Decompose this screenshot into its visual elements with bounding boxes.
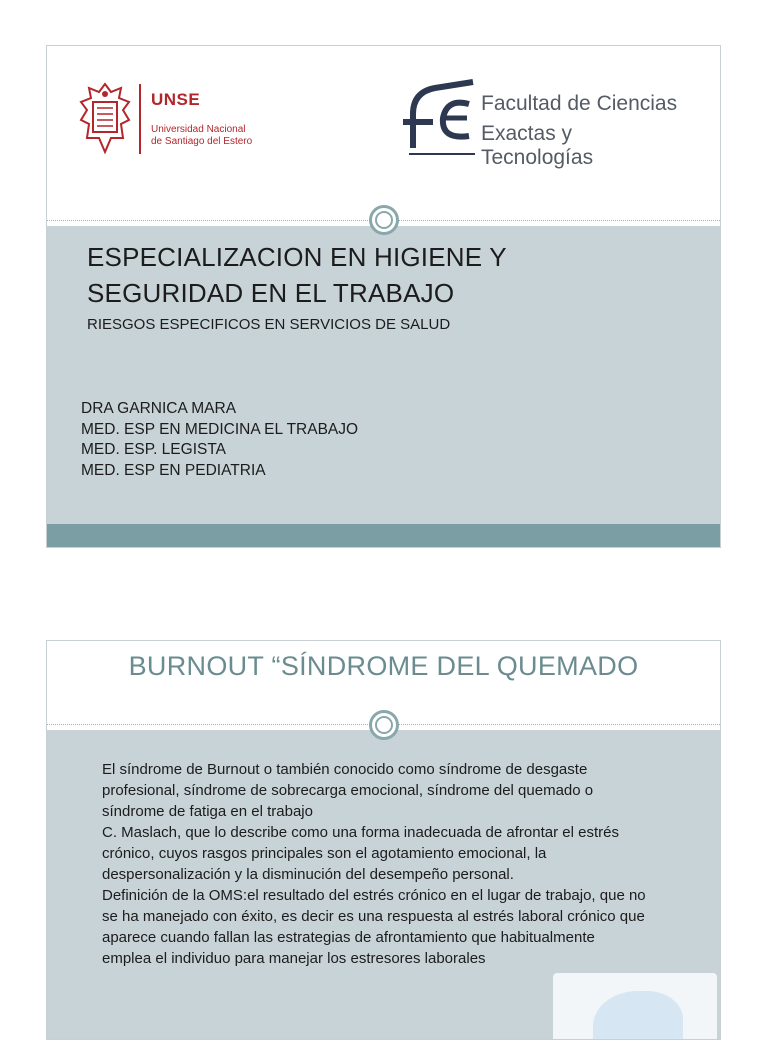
body-paragraph: C. Maslach, que lo describe como una forma inadecuada de afrontar el estrés crónico, cuyos rasgos principales son el agotamiento emocional, la despersonalización y la disminución del desempeño personal. xyxy=(102,824,619,883)
slide-title: BURNOUT “SÍNDROME DEL QUEMADO xyxy=(128,651,639,681)
body-paragraph: Definición de la OMS:el resultado del estrés crónico en el lugar de trabajo, que no se ha manejado con éxito, es decir es una respuesta al estrés laboral crónico que aparece cuando fallan las estrategias de afrontamiento que habitualmente emplea el individuo para manejar los estresores laborales xyxy=(102,887,646,967)
slide-title-line-2: SEGURIDAD EN EL TRABAJO xyxy=(87,278,455,308)
ring-ornament-icon xyxy=(369,710,399,740)
university-crest-icon xyxy=(77,82,133,154)
faculty-name-line-2: Exactas y Tecnologías xyxy=(481,122,594,169)
slide-title-line-1: ESPECIALIZACION EN HIGIENE Y xyxy=(87,242,507,272)
faculty-emblem-icon xyxy=(399,74,481,158)
author-line: MED. ESP EN MEDICINA EL TRABAJO xyxy=(81,421,359,438)
ring-ornament-icon xyxy=(369,205,399,235)
slide-subtitle: RIESGOS ESPECIFICOS EN SERVICIOS DE SALUD xyxy=(87,316,451,333)
unse-name: UNSE xyxy=(151,90,201,109)
author-line: MED. ESP EN PEDIATRIA xyxy=(81,462,266,479)
logo-divider xyxy=(139,84,141,154)
faculty-logo xyxy=(399,74,689,169)
author-line: MED. ESP. LEGISTA xyxy=(81,441,227,458)
unse-line-1: Universidad Nacional xyxy=(151,124,246,135)
burnout-slide xyxy=(46,640,721,1040)
author-line: DRA GARNICA MARA xyxy=(81,400,237,417)
unse-logo xyxy=(77,82,297,158)
slide-header xyxy=(47,46,720,220)
illustration-shape xyxy=(593,991,683,1040)
body-paragraph: El síndrome de Burnout o también conocido como síndrome de desgaste profesional, síndrome de sobrecarga emocional, síndrome del quemado o síndrome de fatiga en el trabajo xyxy=(102,761,594,820)
faculty-name-line-1: Facultad de Ciencias xyxy=(481,92,678,115)
illustration-image xyxy=(553,973,717,1040)
slide-body xyxy=(102,759,647,969)
title-slide xyxy=(46,45,721,548)
unse-line-2: de Santiago del Estero xyxy=(151,136,253,147)
footer-band xyxy=(47,524,720,548)
